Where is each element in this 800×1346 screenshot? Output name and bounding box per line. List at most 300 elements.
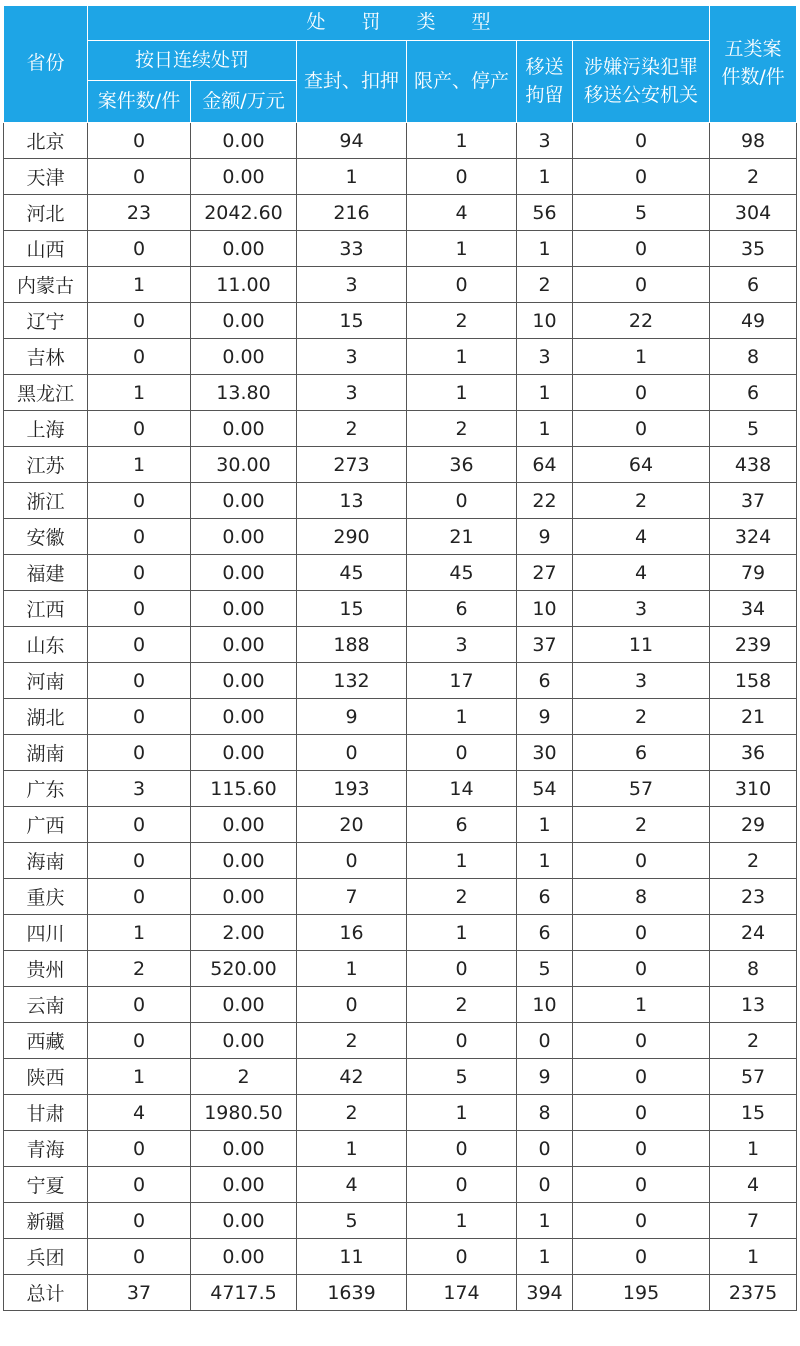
value-cell: 1	[573, 987, 710, 1023]
table-row	[4, 843, 797, 879]
value-cell: 1	[407, 699, 517, 735]
value-cell: 15	[297, 303, 407, 339]
value-cell: 2	[573, 483, 710, 519]
value-cell: 4	[407, 195, 517, 231]
header-crime-transfer	[573, 41, 710, 123]
table-row	[4, 483, 797, 519]
value-cell: 1	[710, 1239, 797, 1275]
total-row	[4, 1275, 797, 1311]
value-cell: 1	[88, 447, 191, 483]
value-cell: 1	[88, 375, 191, 411]
value-cell: 29	[710, 807, 797, 843]
value-cell: 0	[573, 411, 710, 447]
table-row	[4, 1167, 797, 1203]
province-cell: 北京	[4, 123, 88, 159]
value-cell: 115.60	[191, 771, 297, 807]
value-cell: 0	[407, 267, 517, 303]
value-cell: 5	[407, 1059, 517, 1095]
header-case-count: 案件数/件	[88, 81, 191, 123]
value-cell: 9	[517, 519, 573, 555]
value-cell: 5	[710, 411, 797, 447]
value-cell: 1	[407, 915, 517, 951]
province-cell: 广西	[4, 807, 88, 843]
value-cell: 13.80	[191, 375, 297, 411]
value-cell: 0	[573, 159, 710, 195]
value-cell: 3	[573, 591, 710, 627]
province-cell: 四川	[4, 915, 88, 951]
value-cell: 23	[88, 195, 191, 231]
value-cell: 0.00	[191, 231, 297, 267]
value-cell: 94	[297, 123, 407, 159]
value-cell: 2	[573, 699, 710, 735]
value-cell: 24	[710, 915, 797, 951]
value-cell: 5	[517, 951, 573, 987]
value-cell: 0	[88, 1167, 191, 1203]
province-cell: 上海	[4, 411, 88, 447]
province-cell: 陕西	[4, 1059, 88, 1095]
value-cell: 20	[297, 807, 407, 843]
value-cell: 3	[88, 771, 191, 807]
value-cell: 0.00	[191, 483, 297, 519]
value-cell: 0	[573, 843, 710, 879]
value-cell: 2	[573, 807, 710, 843]
value-cell: 56	[517, 195, 573, 231]
value-cell: 0	[88, 591, 191, 627]
province-cell: 河北	[4, 195, 88, 231]
value-cell: 0	[88, 123, 191, 159]
header-crime-line2: 移送公安机关	[584, 83, 699, 106]
value-cell: 0.00	[191, 627, 297, 663]
province-cell: 山西	[4, 231, 88, 267]
value-cell: 1	[573, 339, 710, 375]
value-cell: 0	[573, 1167, 710, 1203]
value-cell: 2	[88, 951, 191, 987]
table-row	[4, 195, 797, 231]
value-cell: 0.00	[191, 1023, 297, 1059]
value-cell: 21	[710, 699, 797, 735]
value-cell: 0	[517, 1167, 573, 1203]
value-cell: 2	[710, 843, 797, 879]
value-cell: 11.00	[191, 267, 297, 303]
value-cell: 6	[573, 735, 710, 771]
value-cell: 0	[88, 303, 191, 339]
table-row	[4, 339, 797, 375]
value-cell: 0.00	[191, 303, 297, 339]
value-cell: 2.00	[191, 915, 297, 951]
value-cell: 49	[710, 303, 797, 339]
value-cell: 10	[517, 591, 573, 627]
value-cell: 3	[297, 267, 407, 303]
value-cell: 0	[88, 735, 191, 771]
value-cell: 0.00	[191, 663, 297, 699]
value-cell: 5	[297, 1203, 407, 1239]
header-total-line1: 五类案	[724, 38, 782, 61]
value-cell: 6	[407, 807, 517, 843]
province-cell: 江苏	[4, 447, 88, 483]
value-cell: 0.00	[191, 519, 297, 555]
value-cell: 0	[517, 1131, 573, 1167]
value-cell: 0	[88, 555, 191, 591]
value-cell: 0.00	[191, 843, 297, 879]
value-cell: 0	[573, 1131, 710, 1167]
province-cell: 天津	[4, 159, 88, 195]
table-row	[4, 915, 797, 951]
table-row	[4, 1203, 797, 1239]
header-total-cases	[710, 6, 797, 123]
province-cell: 浙江	[4, 483, 88, 519]
header-punishment-types: 处罚类型	[88, 6, 710, 41]
value-cell: 9	[517, 1059, 573, 1095]
value-cell: 0.00	[191, 879, 297, 915]
value-cell: 0.00	[191, 1239, 297, 1275]
value-cell: 2	[407, 411, 517, 447]
province-cell: 甘肃	[4, 1095, 88, 1131]
value-cell: 9	[297, 699, 407, 735]
value-cell: 1	[407, 339, 517, 375]
province-cell: 内蒙古	[4, 267, 88, 303]
value-cell: 1	[517, 1203, 573, 1239]
table-row	[4, 267, 797, 303]
value-cell: 2	[191, 1059, 297, 1095]
value-cell: 0.00	[191, 987, 297, 1023]
value-cell: 6	[517, 915, 573, 951]
value-cell: 98	[710, 123, 797, 159]
province-cell: 湖南	[4, 735, 88, 771]
province-cell: 辽宁	[4, 303, 88, 339]
value-cell: 0	[407, 1023, 517, 1059]
province-cell: 广东	[4, 771, 88, 807]
value-cell: 13	[297, 483, 407, 519]
value-cell: 15	[710, 1095, 797, 1131]
table-row	[4, 375, 797, 411]
value-cell: 0	[407, 1131, 517, 1167]
value-cell: 1	[407, 1203, 517, 1239]
value-cell: 0	[573, 1203, 710, 1239]
header-amount: 金额/万元	[191, 81, 297, 123]
value-cell: 0	[573, 1095, 710, 1131]
value-cell: 2	[517, 267, 573, 303]
value-cell: 2	[297, 1095, 407, 1131]
value-cell: 5	[573, 195, 710, 231]
header-seal-seize: 查封、扣押	[297, 41, 407, 123]
province-cell: 海南	[4, 843, 88, 879]
value-cell: 132	[297, 663, 407, 699]
value-cell: 1	[407, 375, 517, 411]
value-cell: 23	[710, 879, 797, 915]
value-cell: 8	[573, 879, 710, 915]
table-row	[4, 303, 797, 339]
value-cell: 0	[573, 915, 710, 951]
province-cell: 山东	[4, 627, 88, 663]
value-cell: 45	[407, 555, 517, 591]
value-cell: 1639	[297, 1275, 407, 1311]
value-cell: 1	[407, 1095, 517, 1131]
value-cell: 0	[88, 987, 191, 1023]
province-cell: 重庆	[4, 879, 88, 915]
value-cell: 188	[297, 627, 407, 663]
header-daily-penalty: 按日连续处罚	[88, 41, 297, 81]
value-cell: 0	[88, 519, 191, 555]
value-cell: 37	[517, 627, 573, 663]
value-cell: 0	[573, 123, 710, 159]
table-row	[4, 735, 797, 771]
table-header	[4, 6, 797, 123]
value-cell: 1	[710, 1131, 797, 1167]
value-cell: 37	[88, 1275, 191, 1311]
value-cell: 8	[710, 951, 797, 987]
table-row	[4, 987, 797, 1023]
value-cell: 7	[710, 1203, 797, 1239]
value-cell: 1	[407, 843, 517, 879]
value-cell: 0	[88, 1131, 191, 1167]
value-cell: 30.00	[191, 447, 297, 483]
value-cell: 304	[710, 195, 797, 231]
value-cell: 0	[297, 735, 407, 771]
value-cell: 0	[88, 879, 191, 915]
province-cell: 青海	[4, 1131, 88, 1167]
value-cell: 3	[517, 123, 573, 159]
table-row	[4, 1095, 797, 1131]
value-cell: 2	[710, 1023, 797, 1059]
table-row	[4, 555, 797, 591]
value-cell: 4717.5	[191, 1275, 297, 1311]
value-cell: 8	[517, 1095, 573, 1131]
value-cell: 0.00	[191, 807, 297, 843]
value-cell: 54	[517, 771, 573, 807]
province-cell: 新疆	[4, 1203, 88, 1239]
value-cell: 0.00	[191, 699, 297, 735]
value-cell: 1	[88, 915, 191, 951]
header-total-line2: 件数/件	[721, 66, 785, 88]
value-cell: 3	[297, 375, 407, 411]
header-limit-stop: 限产、停产	[407, 41, 517, 123]
value-cell: 0.00	[191, 1131, 297, 1167]
value-cell: 0	[88, 663, 191, 699]
table-row	[4, 123, 797, 159]
province-cell: 云南	[4, 987, 88, 1023]
value-cell: 290	[297, 519, 407, 555]
value-cell: 2	[710, 159, 797, 195]
value-cell: 0	[88, 159, 191, 195]
province-cell: 河南	[4, 663, 88, 699]
value-cell: 30	[517, 735, 573, 771]
value-cell: 4	[573, 555, 710, 591]
value-cell: 4	[88, 1095, 191, 1131]
table-row	[4, 231, 797, 267]
value-cell: 17	[407, 663, 517, 699]
value-cell: 193	[297, 771, 407, 807]
value-cell: 11	[573, 627, 710, 663]
header-detention-line1: 移送	[525, 55, 564, 78]
value-cell: 1	[517, 231, 573, 267]
value-cell: 27	[517, 555, 573, 591]
value-cell: 1980.50	[191, 1095, 297, 1131]
value-cell: 1	[517, 1239, 573, 1275]
value-cell: 3	[517, 339, 573, 375]
value-cell: 0	[573, 375, 710, 411]
value-cell: 0.00	[191, 339, 297, 375]
value-cell: 0	[407, 483, 517, 519]
header-province: 省份	[4, 6, 88, 123]
value-cell: 33	[297, 231, 407, 267]
table-row	[4, 519, 797, 555]
value-cell: 10	[517, 303, 573, 339]
value-cell: 0	[573, 1059, 710, 1095]
table-row	[4, 447, 797, 483]
province-cell: 湖北	[4, 699, 88, 735]
table-row	[4, 951, 797, 987]
value-cell: 3	[573, 663, 710, 699]
value-cell: 216	[297, 195, 407, 231]
table-row	[4, 663, 797, 699]
value-cell: 2	[407, 303, 517, 339]
table-row	[4, 699, 797, 735]
value-cell: 9	[517, 699, 573, 735]
value-cell: 0	[573, 951, 710, 987]
value-cell: 0.00	[191, 123, 297, 159]
value-cell: 35	[710, 231, 797, 267]
value-cell: 0	[407, 951, 517, 987]
table-row	[4, 1131, 797, 1167]
value-cell: 324	[710, 519, 797, 555]
value-cell: 3	[407, 627, 517, 663]
value-cell: 4	[573, 519, 710, 555]
value-cell: 22	[517, 483, 573, 519]
value-cell: 6	[710, 375, 797, 411]
value-cell: 10	[517, 987, 573, 1023]
value-cell: 21	[407, 519, 517, 555]
value-cell: 0	[573, 267, 710, 303]
value-cell: 1	[297, 951, 407, 987]
value-cell: 1	[407, 231, 517, 267]
value-cell: 2	[297, 411, 407, 447]
value-cell: 158	[710, 663, 797, 699]
value-cell: 0.00	[191, 411, 297, 447]
value-cell: 1	[517, 159, 573, 195]
table-row	[4, 627, 797, 663]
value-cell: 0	[407, 1239, 517, 1275]
value-cell: 36	[710, 735, 797, 771]
value-cell: 0	[88, 1203, 191, 1239]
value-cell: 174	[407, 1275, 517, 1311]
value-cell: 0	[297, 987, 407, 1023]
value-cell: 2042.60	[191, 195, 297, 231]
value-cell: 0	[407, 735, 517, 771]
value-cell: 0	[88, 843, 191, 879]
province-cell: 江西	[4, 591, 88, 627]
value-cell: 45	[297, 555, 407, 591]
value-cell: 394	[517, 1275, 573, 1311]
value-cell: 0	[407, 159, 517, 195]
value-cell: 7	[297, 879, 407, 915]
value-cell: 0	[88, 699, 191, 735]
province-cell: 福建	[4, 555, 88, 591]
table-row	[4, 1059, 797, 1095]
value-cell: 1	[88, 1059, 191, 1095]
value-cell: 4	[710, 1167, 797, 1203]
value-cell: 79	[710, 555, 797, 591]
table-body	[4, 123, 797, 1311]
value-cell: 239	[710, 627, 797, 663]
value-cell: 0	[573, 231, 710, 267]
value-cell: 0	[88, 483, 191, 519]
value-cell: 2375	[710, 1275, 797, 1311]
value-cell: 0	[297, 843, 407, 879]
table-row	[4, 411, 797, 447]
value-cell: 0.00	[191, 1167, 297, 1203]
table-row	[4, 879, 797, 915]
value-cell: 64	[573, 447, 710, 483]
value-cell: 0	[88, 411, 191, 447]
value-cell: 34	[710, 591, 797, 627]
value-cell: 520.00	[191, 951, 297, 987]
value-cell: 1	[297, 159, 407, 195]
value-cell: 0	[407, 1167, 517, 1203]
header-crime-line1: 涉嫌污染犯罪	[584, 55, 699, 78]
value-cell: 2	[407, 987, 517, 1023]
value-cell: 195	[573, 1275, 710, 1311]
province-cell: 贵州	[4, 951, 88, 987]
header-detention-line2: 拘留	[525, 83, 564, 106]
value-cell: 438	[710, 447, 797, 483]
header-detention	[517, 41, 573, 123]
value-cell: 57	[710, 1059, 797, 1095]
table-row	[4, 1023, 797, 1059]
value-cell: 14	[407, 771, 517, 807]
value-cell: 57	[573, 771, 710, 807]
value-cell: 0	[88, 807, 191, 843]
value-cell: 2	[407, 879, 517, 915]
value-cell: 16	[297, 915, 407, 951]
value-cell: 0	[88, 339, 191, 375]
value-cell: 0.00	[191, 591, 297, 627]
value-cell: 64	[517, 447, 573, 483]
value-cell: 1	[297, 1131, 407, 1167]
value-cell: 0.00	[191, 159, 297, 195]
value-cell: 0	[88, 231, 191, 267]
province-cell: 兵团	[4, 1239, 88, 1275]
value-cell: 6	[407, 591, 517, 627]
table-row	[4, 771, 797, 807]
value-cell: 0	[88, 1023, 191, 1059]
value-cell: 1	[517, 807, 573, 843]
value-cell: 2	[297, 1023, 407, 1059]
value-cell: 13	[710, 987, 797, 1023]
value-cell: 310	[710, 771, 797, 807]
value-cell: 1	[517, 411, 573, 447]
value-cell: 15	[297, 591, 407, 627]
punishment-statistics-table	[3, 5, 797, 1311]
value-cell: 8	[710, 339, 797, 375]
table-row	[4, 807, 797, 843]
value-cell: 0	[573, 1239, 710, 1275]
value-cell: 3	[297, 339, 407, 375]
value-cell: 0	[517, 1023, 573, 1059]
value-cell: 36	[407, 447, 517, 483]
value-cell: 11	[297, 1239, 407, 1275]
value-cell: 0.00	[191, 735, 297, 771]
value-cell: 1	[407, 123, 517, 159]
value-cell: 37	[710, 483, 797, 519]
value-cell: 273	[297, 447, 407, 483]
value-cell: 1	[517, 843, 573, 879]
province-cell: 安徽	[4, 519, 88, 555]
value-cell: 6	[517, 879, 573, 915]
value-cell: 0	[88, 1239, 191, 1275]
value-cell: 0	[573, 1023, 710, 1059]
province-cell: 宁夏	[4, 1167, 88, 1203]
value-cell: 0	[88, 627, 191, 663]
